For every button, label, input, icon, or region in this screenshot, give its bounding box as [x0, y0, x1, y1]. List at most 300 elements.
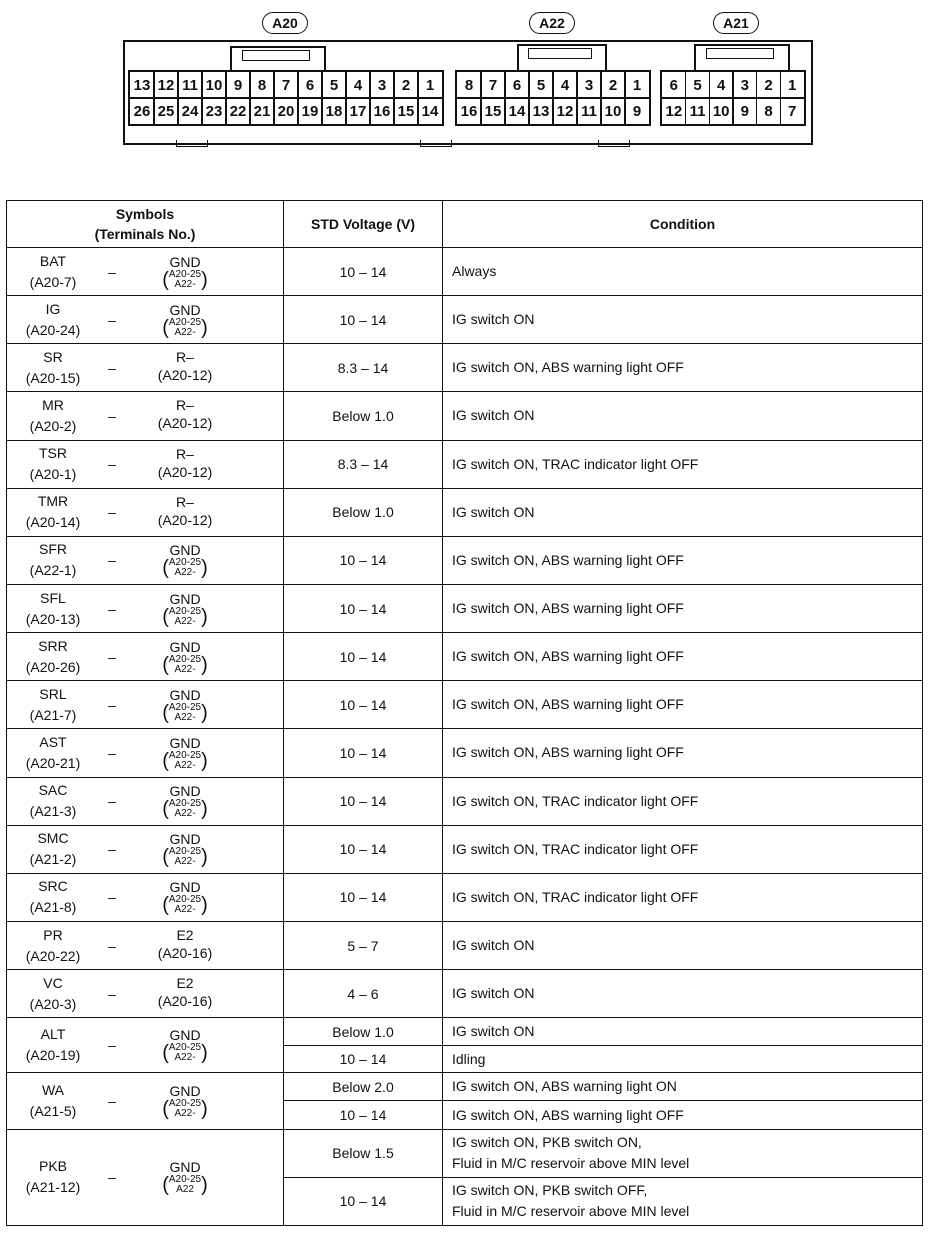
ground-terminal [125, 735, 245, 771]
connector-label-a21: A21 [713, 12, 759, 34]
table-row [7, 248, 923, 296]
subterminal-list [169, 1043, 201, 1063]
terminal-number: (A20-19) [25, 1047, 81, 1064]
terminal-number: (A21-5) [29, 1102, 77, 1119]
condition-line: Fluid in M/C reservoir above MIN level [452, 1155, 690, 1172]
pin-a20: 4 [345, 71, 371, 99]
symbol-name: SR [43, 348, 63, 365]
table-row [7, 681, 923, 729]
ground-subterminals [162, 607, 208, 627]
pin-a20: 20 [273, 97, 299, 125]
paren-close: ) [201, 605, 208, 628]
paren-open: ( [162, 605, 169, 628]
terminal-number: (A20-22) [25, 947, 81, 964]
ground-name: E2 [176, 975, 194, 992]
ground-name: GND [169, 1027, 201, 1044]
pin-a21: 8 [756, 97, 781, 125]
condition-cell: IG switch ON, TRAC indicator light OFF [443, 440, 923, 488]
voltage-cell: Below 1.0 [284, 392, 443, 440]
symbol-terminal [7, 1024, 99, 1066]
subterminal-2: A22- [174, 615, 196, 627]
voltage-cell: 10 – 14 [284, 633, 443, 681]
pin-a22: 16 [456, 97, 482, 125]
subterminal-1: A20-25 [168, 1174, 202, 1186]
pin-a21: 5 [685, 71, 710, 99]
subterminal-list [169, 655, 201, 675]
dash: – [108, 263, 116, 280]
table-row [7, 344, 923, 392]
condition-line: IG switch ON, ABS warning light OFF [452, 1106, 684, 1123]
symbol-terminal [7, 347, 99, 389]
pin-a20: 6 [297, 71, 323, 99]
subterminal-list [169, 607, 201, 627]
symbol-wrap [7, 392, 283, 439]
symbol-name: ALT [40, 1026, 66, 1043]
symbol-wrap [7, 874, 283, 921]
symbol-terminal [7, 539, 99, 581]
terminal-number: (A20-15) [25, 369, 81, 386]
voltage-cell: 10 – 14 [284, 536, 443, 584]
pin-a20: 24 [177, 97, 203, 125]
ground-terminal [125, 397, 245, 434]
table-row [7, 584, 923, 632]
latch-a20-inner [242, 50, 310, 61]
symbol-name: SMC [37, 830, 69, 847]
table-row [7, 777, 923, 825]
table-row [7, 729, 923, 777]
subterminal-list [169, 799, 201, 819]
voltage-cell: 10 – 14 [284, 1101, 443, 1129]
pin-a21: 9 [732, 97, 757, 125]
voltage-cell: 10 – 14 [284, 729, 443, 777]
symbol-cell [7, 777, 284, 825]
paren-open: ( [162, 268, 169, 291]
voltage-cell: 4 – 6 [284, 970, 443, 1018]
dash: – [108, 1169, 116, 1186]
ground-terminal [125, 446, 245, 483]
symbol-wrap [7, 441, 283, 488]
voltage-cell: Below 1.0 [284, 1018, 443, 1046]
pin-a22: 5 [528, 71, 554, 99]
subterminal-list [169, 703, 201, 723]
ground-name: GND [169, 734, 201, 751]
pin-a21: 3 [732, 71, 757, 99]
symbol-name: TSR [39, 445, 67, 462]
latch-a22-inner [528, 48, 592, 59]
subterminal-list [169, 847, 201, 867]
ground-terminal [125, 879, 245, 915]
terminal-number: (A20-7) [29, 273, 77, 290]
paren-open: ( [162, 557, 169, 580]
ground-terminal [125, 254, 245, 290]
ground-subterminals [162, 318, 208, 338]
pin-a22: 12 [552, 97, 578, 125]
terminal-number: (A20-2) [29, 417, 77, 434]
voltage-cell: 10 – 14 [284, 1046, 443, 1073]
dash: – [108, 841, 116, 858]
terminal-number: (A22-1) [29, 562, 77, 579]
voltage-cell: 10 – 14 [284, 777, 443, 825]
symbol-terminal [7, 1080, 99, 1122]
pin-a21: 12 [661, 97, 686, 125]
ground-name: GND [169, 638, 201, 655]
ground-subterminals [162, 1175, 208, 1195]
pin-a20: 16 [369, 97, 395, 125]
condition-cell [443, 1046, 923, 1073]
header-std-voltage: STD Voltage (V) [284, 201, 443, 248]
terminal-number: (A20-3) [29, 995, 77, 1012]
subterminal-1: A20-25 [168, 653, 202, 665]
subterminal-1: A20-25 [168, 1042, 202, 1054]
subterminal-2: A22- [174, 759, 196, 771]
ground-subterminals [162, 558, 208, 578]
ground-subterminals [162, 1043, 208, 1063]
pin-a20: 5 [321, 71, 347, 99]
ground-subterminals [162, 799, 208, 819]
terminal-number: (A20-24) [25, 321, 81, 338]
ground-terminal [125, 1083, 245, 1119]
paren-open: ( [162, 846, 169, 869]
ground-subterminals [162, 655, 208, 675]
ground-name: GND [169, 1159, 201, 1176]
pin-a20: 12 [153, 71, 179, 99]
voltage-cell: 10 – 14 [284, 1177, 443, 1225]
pin-a21: 1 [780, 71, 805, 99]
pin-a21: 11 [685, 97, 710, 125]
symbol-terminal [7, 973, 99, 1015]
symbol-cell [7, 488, 284, 536]
pin-a20: 17 [345, 97, 371, 125]
pin-a20: 21 [249, 97, 275, 125]
ground-terminal-number: (A20-16) [157, 993, 213, 1010]
pin-a21: 7 [780, 97, 805, 125]
ground-name: GND [169, 301, 201, 318]
paren-close: ) [201, 316, 208, 339]
symbol-wrap [7, 970, 283, 1017]
ground-name: GND [169, 783, 201, 800]
paren-close: ) [201, 894, 208, 917]
subterminal-2: A22- [174, 1107, 196, 1119]
dash: – [108, 359, 116, 376]
pin-a22: 14 [504, 97, 530, 125]
housing-foot-right [598, 140, 630, 147]
paren-close: ) [201, 653, 208, 676]
ground-terminal [125, 349, 245, 386]
symbol-name: PR [43, 926, 63, 943]
voltage-cell: 10 – 14 [284, 825, 443, 873]
table-header-row [7, 201, 923, 248]
pin-a22: 6 [504, 71, 530, 99]
condition-line: Idling [452, 1050, 486, 1067]
terminal-number: (A21-3) [29, 803, 77, 820]
dash: – [108, 407, 116, 424]
ground-name: GND [169, 542, 201, 559]
terminal-number: (A20-26) [25, 658, 81, 675]
ground-name: R– [176, 445, 194, 462]
subterminal-1: A20-25 [168, 1097, 202, 1109]
ground-terminal-number: (A20-12) [157, 367, 213, 384]
pin-a20: 1 [417, 71, 443, 99]
symbol-name: SFL [40, 589, 66, 606]
voltage-cell: 10 – 14 [284, 873, 443, 921]
symbol-terminal [7, 636, 99, 678]
symbol-cell [7, 1073, 284, 1129]
ground-terminal [125, 494, 245, 531]
ground-name: R– [176, 349, 194, 366]
table-row [7, 488, 923, 536]
table-row [7, 921, 923, 969]
subterminal-1: A20-25 [168, 605, 202, 617]
paren-close: ) [201, 846, 208, 869]
terminal-number: (A20-13) [25, 610, 81, 627]
subterminal-list [169, 895, 201, 915]
symbol-wrap [7, 585, 283, 632]
dash: – [108, 889, 116, 906]
terminal-number: (A20-21) [25, 754, 81, 771]
paren-close: ) [201, 557, 208, 580]
dash: – [108, 937, 116, 954]
symbol-wrap [7, 296, 283, 343]
pin-a21: 2 [756, 71, 781, 99]
condition-cell: IG switch ON, ABS warning light OFF [443, 584, 923, 632]
ground-terminal-number: (A20-12) [157, 511, 213, 528]
ground-terminal [125, 1027, 245, 1063]
condition-cell [443, 1018, 923, 1046]
symbol-name: TMR [37, 493, 69, 510]
voltage-cell: Below 1.5 [284, 1129, 443, 1177]
symbol-wrap [7, 344, 283, 391]
symbol-name: SRC [38, 878, 68, 895]
symbol-terminal [7, 395, 99, 437]
table-row [7, 1018, 923, 1046]
symbol-name: SFR [39, 541, 67, 558]
condition-line: IG switch ON, ABS warning light ON [452, 1078, 677, 1095]
pin-a20: 22 [225, 97, 251, 125]
subterminal-2: A22- [174, 711, 196, 723]
pin-a22: 1 [624, 71, 650, 99]
connector-a21-pins [660, 70, 806, 126]
symbol-name: SRL [39, 685, 67, 702]
housing-foot-mid [420, 140, 452, 147]
ground-name: GND [169, 686, 201, 703]
symbol-name: SAC [38, 782, 68, 799]
subterminal-list [169, 1099, 201, 1119]
paren-close: ) [201, 749, 208, 772]
paren-close: ) [201, 701, 208, 724]
symbol-cell [7, 440, 284, 488]
subterminal-2: A22- [174, 856, 196, 868]
symbol-terminal [7, 780, 99, 822]
pin-a20: 19 [297, 97, 323, 125]
condition-cell: IG switch ON, TRAC indicator light OFF [443, 777, 923, 825]
symbol-cell [7, 825, 284, 873]
dash: – [108, 600, 116, 617]
symbol-cell [7, 921, 284, 969]
pin-a20: 25 [153, 97, 179, 125]
dash: – [108, 311, 116, 328]
pin-a20: 15 [393, 97, 419, 125]
dash: – [108, 985, 116, 1002]
condition-cell [443, 1177, 923, 1225]
pin-a20: 13 [129, 71, 155, 99]
symbol-cell [7, 392, 284, 440]
ground-terminal [125, 639, 245, 675]
subterminal-1: A20-25 [168, 701, 202, 713]
paren-open: ( [162, 316, 169, 339]
ground-terminal [125, 927, 245, 964]
pin-a20: 7 [273, 71, 299, 99]
pin-a22: 2 [600, 71, 626, 99]
pin-a22: 8 [456, 71, 482, 99]
symbol-wrap [7, 1018, 283, 1072]
ground-terminal [125, 302, 245, 338]
pin-a21: 6 [661, 71, 686, 99]
symbol-wrap [7, 248, 283, 295]
ground-terminal-number: (A20-12) [157, 463, 213, 480]
condition-cell: IG switch ON [443, 488, 923, 536]
symbol-terminal [7, 443, 99, 485]
pin-a22: 13 [528, 97, 554, 125]
table-row [7, 970, 923, 1018]
condition-line: Fluid in M/C reservoir above MIN level [452, 1203, 690, 1220]
connector-diagram [0, 0, 944, 160]
paren-close: ) [201, 268, 208, 291]
subterminal-list [169, 318, 201, 338]
voltage-cell: Below 1.0 [284, 488, 443, 536]
pin-a22: 9 [624, 97, 650, 125]
dash: – [108, 1037, 116, 1054]
ground-terminal-number: (A20-16) [157, 945, 213, 962]
subterminal-2: A22- [174, 663, 196, 675]
symbol-cell [7, 248, 284, 296]
dash: – [108, 504, 116, 521]
symbol-cell [7, 873, 284, 921]
paren-open: ( [162, 653, 169, 676]
dash: – [108, 696, 116, 713]
ground-terminal [125, 783, 245, 819]
ground-name: R– [176, 493, 194, 510]
condition-cell: IG switch ON [443, 970, 923, 1018]
terminal-number: (A21-7) [29, 706, 77, 723]
symbol-cell [7, 729, 284, 777]
subterminal-2: A22- [174, 278, 196, 290]
pin-a22: 4 [552, 71, 578, 99]
paren-open: ( [162, 798, 169, 821]
symbol-wrap [7, 778, 283, 825]
pin-a22: 3 [576, 71, 602, 99]
symbol-terminal [7, 876, 99, 918]
condition-line: IG switch ON, PKB switch OFF, [452, 1182, 648, 1199]
symbol-cell [7, 633, 284, 681]
ground-terminal [125, 831, 245, 867]
subterminal-2: A22- [174, 326, 196, 338]
symbol-name: PKB [38, 1158, 67, 1175]
condition-line: IG switch ON, PKB switch ON, [452, 1134, 642, 1151]
symbol-name: BAT [39, 252, 67, 269]
table-row [7, 825, 923, 873]
pin-a20: 23 [201, 97, 227, 125]
symbol-cell [7, 536, 284, 584]
condition-cell [443, 1073, 923, 1101]
table-row [7, 440, 923, 488]
ground-name: R– [176, 397, 194, 414]
pin-a22: 15 [480, 97, 506, 125]
symbol-wrap [7, 633, 283, 680]
paren-open: ( [162, 1097, 169, 1120]
terminal-number: (A21-2) [29, 851, 77, 868]
pin-a22: 7 [480, 71, 506, 99]
voltage-cell: 5 – 7 [284, 921, 443, 969]
table-row [7, 1129, 923, 1177]
symbol-name: IG [45, 300, 61, 317]
terminal-voltage-table [6, 200, 923, 1226]
symbol-cell [7, 296, 284, 344]
subterminal-2: A22- [174, 567, 196, 579]
pin-a20: 10 [201, 71, 227, 99]
dash: – [108, 552, 116, 569]
pin-a20: 18 [321, 97, 347, 125]
header-terminals-text: (Terminals No.) [94, 226, 196, 242]
symbol-name: SRR [38, 637, 68, 654]
table-row [7, 536, 923, 584]
symbol-terminal [7, 299, 99, 341]
header-condition: Condition [443, 201, 923, 248]
subterminal-1: A20-25 [168, 557, 202, 569]
pin-a20: 26 [129, 97, 155, 125]
terminal-number: (A20-14) [25, 514, 81, 531]
paren-close: ) [201, 1042, 208, 1065]
dash: – [108, 648, 116, 665]
voltage-cell: 10 – 14 [284, 248, 443, 296]
condition-cell [443, 1129, 923, 1177]
symbol-terminal [7, 684, 99, 726]
dash: – [108, 456, 116, 473]
symbol-terminal [7, 491, 99, 533]
symbol-name: AST [39, 733, 67, 750]
condition-cell: IG switch ON, ABS warning light OFF [443, 633, 923, 681]
table-row [7, 1073, 923, 1101]
ground-name: GND [169, 590, 201, 607]
symbol-terminal [7, 925, 99, 967]
pin-a20: 2 [393, 71, 419, 99]
pin-a20: 14 [417, 97, 443, 125]
symbol-name: VC [43, 974, 63, 991]
subterminal-1: A20-25 [168, 894, 202, 906]
subterminal-2: A22- [174, 904, 196, 916]
pin-a21: 10 [709, 97, 734, 125]
symbol-terminal [7, 251, 99, 293]
subterminal-list [169, 558, 201, 578]
condition-cell: IG switch ON, ABS warning light OFF [443, 536, 923, 584]
terminal-number: (A20-1) [29, 466, 77, 483]
symbol-terminal [7, 588, 99, 630]
subterminal-list [169, 270, 201, 290]
paren-close: ) [201, 1174, 208, 1197]
ground-subterminals [162, 703, 208, 723]
symbol-name: MR [42, 396, 64, 413]
symbol-wrap [7, 826, 283, 873]
terminal-number: (A21-12) [25, 1179, 81, 1196]
ground-terminal [125, 542, 245, 578]
symbol-terminal [7, 732, 99, 774]
terminal-number: (A21-8) [29, 899, 77, 916]
subterminal-1: A20-25 [168, 316, 202, 328]
ground-subterminals [162, 847, 208, 867]
pin-a20: 9 [225, 71, 251, 99]
ground-name: E2 [176, 927, 194, 944]
pin-a20: 3 [369, 71, 395, 99]
symbol-wrap [7, 1130, 283, 1225]
